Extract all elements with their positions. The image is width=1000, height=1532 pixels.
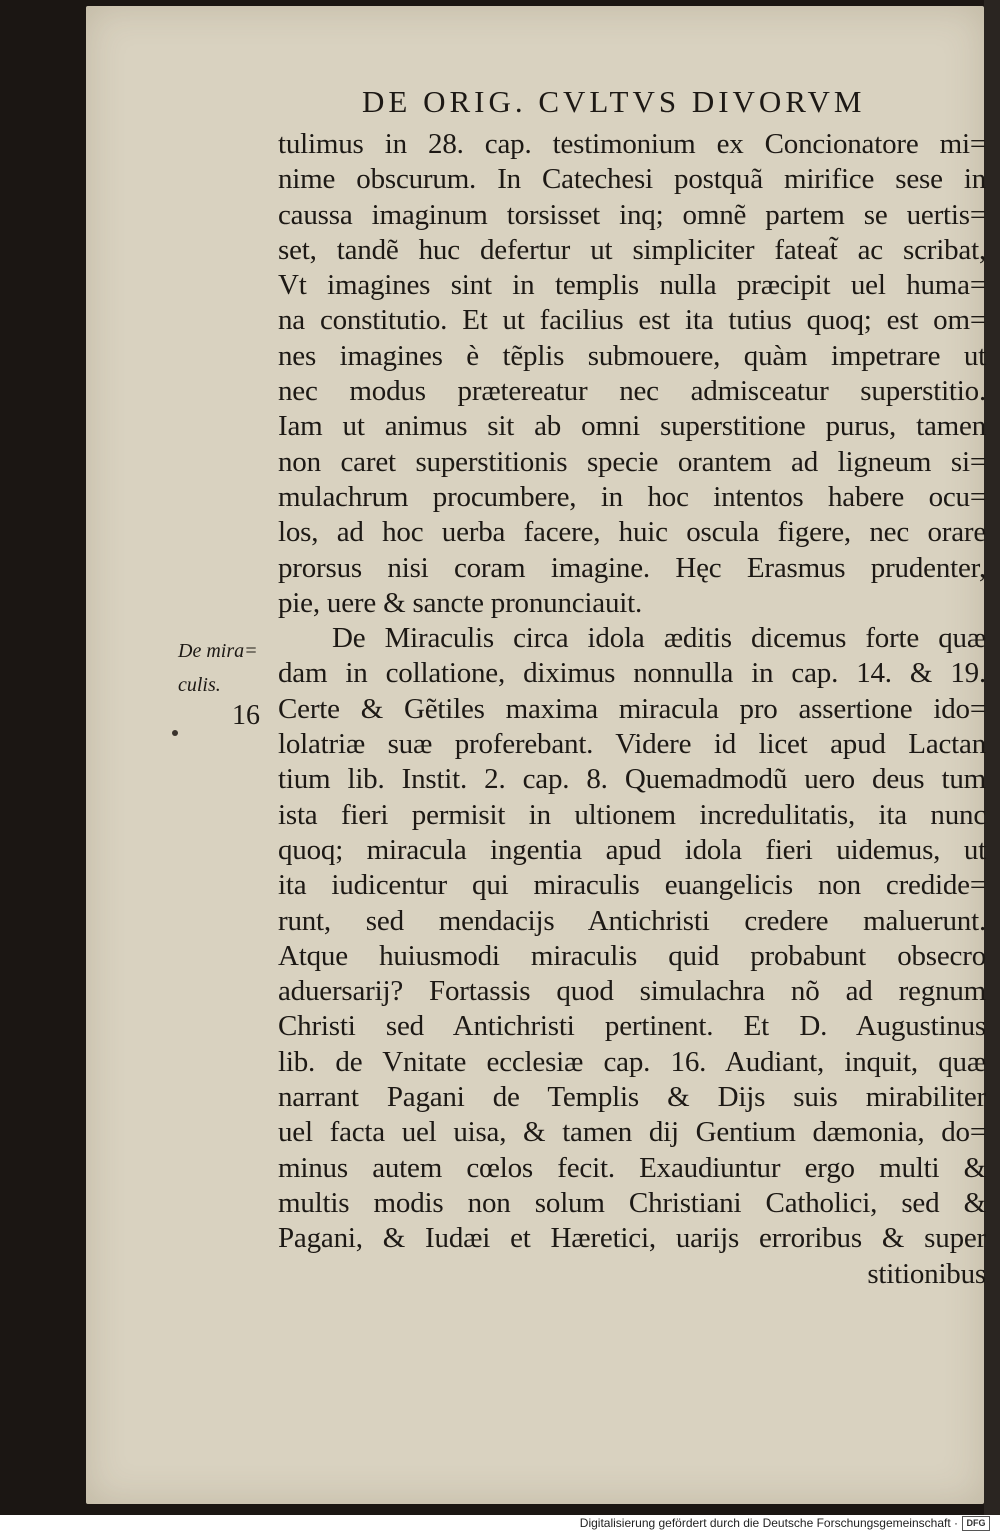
text-line: narrant Pagani de Templis & Dijs suis mirabiliter: [278, 1081, 986, 1114]
ink-speck: [172, 730, 178, 736]
text-line: Christi sed Antichristi pertinent. Et D. Augustinus: [278, 1010, 986, 1043]
text-line: tulimus in 28. cap. testimonium ex Concionatore mi=: [278, 128, 986, 160]
text-line: dam in collatione, diximus nonnulla in cap. 14. & 19.: [278, 657, 986, 690]
text-line: Pagani, & Iudæi et Hæretici, uarijs erroribus & super: [278, 1222, 986, 1255]
text-line: quoq; miracula ingentia apud idola fieri uidemus, ut: [278, 833, 986, 866]
text-line: ista fieri permisit in ultionem incredulitatis, ita nunc: [278, 798, 986, 831]
page-edge-strip: [984, 0, 1000, 1515]
marginal-note-line: culis.: [178, 674, 221, 696]
text-line: runt, sed mendacijs Antichristi credere maluerunt.: [278, 904, 986, 937]
text-line: lib. de Vnitate ecclesiæ cap. 16. Audiant, inquit, quæ: [278, 1045, 986, 1078]
text-line: los, ad hoc uerba facere, huic oscula figere, nec orare: [278, 516, 986, 549]
marginal-note: [178, 634, 268, 702]
text-line: pie, uere & sancte pronunciauit.: [278, 586, 643, 619]
text-line: nes imagines è tẽplis submouere, quàm impetrare ut: [278, 339, 986, 372]
dfg-logo-icon: DFG: [962, 1516, 990, 1531]
catchword: stitionibus: [867, 1257, 986, 1290]
text-line: Certe & Gẽtiles maxima miracula pro assertione ido=: [278, 692, 986, 725]
text-line: mulachrum procumbere, in hoc intentos habere ocu=: [278, 480, 986, 513]
text-line: non caret superstitionis specie orantem ad ligneum si=: [278, 445, 986, 478]
text-line: nec modus prætereatur nec admisceatur superstitio.: [278, 375, 986, 408]
running-header: DE ORIG. CVLTVS DIVORVM: [362, 84, 866, 119]
text-line: Iam ut animus sit ab omni superstitione purus, tamen: [278, 410, 986, 443]
digitization-credit: [580, 1515, 990, 1532]
marginal-number: 16: [232, 700, 260, 731]
main-text-block: [278, 127, 986, 1292]
text-line: minus autem cœlos fecit. Exaudiuntur ergo multi &: [278, 1151, 986, 1184]
text-line: tium lib. Instit. 2. cap. 8. Quemadmodũ uero deus tum: [278, 763, 986, 796]
text-line: aduersarij? Fortassis quod simulachra nõ ad regnum: [278, 975, 986, 1008]
text-line: multis modis non solum Christiani Catholici, sed &: [278, 1186, 986, 1219]
text-line: set, tandẽ huc defertur ut simpliciter fateat̃ ac scribat,: [278, 233, 986, 266]
text-line: uel facta uel uisa, & tamen dij Gentium dæmonia, do=: [278, 1116, 986, 1149]
text-line: Atque huiusmodi miraculis quid probabunt obsecro: [278, 939, 986, 972]
text-line: lolatriæ suæ proferebant. Videre id licet apud Lactan: [278, 728, 986, 761]
text-line: prorsus nisi coram imagine. Hęc Erasmus prudenter,: [278, 551, 986, 584]
marginal-note-line: De mira=: [178, 640, 258, 662]
text-line: Vt imagines sint in templis nulla præcipit uel huma=: [278, 269, 986, 302]
credit-text: Digitalisierung gefördert durch die Deutsche Forschungsgemeinschaft ·: [579, 1516, 958, 1530]
text-line: na constitutio. Et ut facilius est ita tutius quoq; est om=: [278, 304, 986, 337]
paragraph-start-line: De Miraculis circa idola æditis dicemus forte quæ: [332, 622, 986, 655]
text-line: ita iudicentur qui miraculis euangelicis non credide=: [278, 869, 986, 902]
text-line: caussa imaginum torsisset inq; omnẽ partem se uertis=: [278, 198, 986, 231]
text-line: nime obscurum. In Catechesi postquã mirifice sese in: [278, 163, 986, 196]
